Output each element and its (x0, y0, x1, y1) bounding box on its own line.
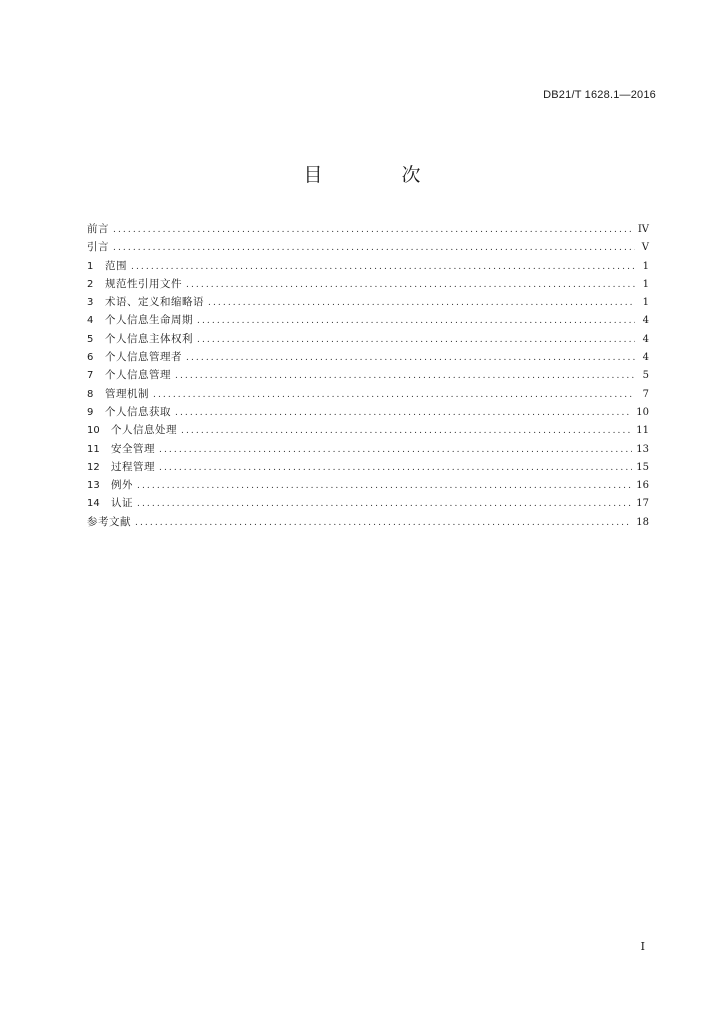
toc-leader-dots (137, 495, 632, 513)
toc-leader-dots (113, 221, 634, 239)
toc-leader-dots (186, 349, 635, 367)
toc-entry-page: 1 (642, 278, 649, 290)
document-code: DB21/T 1628.1—2016 (543, 89, 656, 101)
toc-title: 目 次 (303, 164, 451, 186)
toc-entry-label: 认证 (111, 497, 133, 510)
toc-leader-dots (197, 312, 635, 330)
toc-entry-page: 5 (642, 370, 649, 382)
toc-leader-dots (159, 441, 632, 459)
toc-entry-label: 个人信息主体权利 (105, 332, 193, 345)
toc-entry-number: 11 (87, 443, 100, 455)
toc-leader-dots (153, 386, 635, 404)
toc-entry-number: 1 (87, 260, 94, 272)
toc-leader-dots (197, 331, 635, 349)
toc-entry-foreword[interactable] (87, 220, 649, 238)
toc-leader-dots (208, 294, 635, 312)
toc-entry-number: 2 (87, 278, 94, 290)
toc-leader-dots (175, 404, 632, 422)
toc-entry-number: 10 (87, 425, 100, 437)
toc-entry-number: 9 (87, 406, 94, 418)
toc-entry-1[interactable] (87, 257, 649, 275)
toc-entry-13[interactable] (87, 476, 649, 494)
toc-entry-label: 参考文献 (87, 515, 131, 528)
toc-leader-dots (159, 459, 632, 477)
toc-entry-page: 4 (642, 315, 649, 327)
toc-entry-label: 安全管理 (111, 442, 155, 455)
toc-leader-dots (135, 514, 632, 532)
toc-entry-number: 13 (87, 480, 100, 492)
toc-entry-label: 个人信息管理 (105, 369, 171, 382)
toc-entry-page: IV (637, 224, 649, 235)
toc-entry-number: 5 (87, 333, 94, 345)
toc-entry-page: 7 (642, 388, 649, 400)
toc-leader-dots (113, 239, 635, 257)
toc-entry-page: 4 (642, 352, 649, 364)
toc-leader-dots (181, 422, 632, 440)
toc-entry-page: 11 (636, 425, 649, 437)
toc-leader-dots (186, 276, 635, 294)
toc-entry-page: 1 (642, 260, 649, 272)
toc-entry-page: 13 (636, 443, 649, 455)
toc-leader-dots (131, 258, 635, 276)
toc-entry-3[interactable] (87, 293, 649, 311)
toc-entry-5[interactable] (87, 330, 649, 348)
toc-entry-page: 10 (636, 406, 649, 418)
toc-leader-dots (137, 477, 632, 495)
toc-entry-number: 3 (87, 297, 94, 309)
toc-entry-number: 4 (87, 315, 94, 327)
toc-entry-14[interactable] (87, 494, 649, 512)
toc-entry-label: 过程管理 (111, 460, 155, 473)
toc-entry-label: 范围 (105, 259, 127, 272)
page-number: I (640, 940, 645, 953)
toc-entry-page: 1 (642, 297, 649, 309)
toc-entry-12[interactable] (87, 458, 649, 476)
toc-entry-page: 16 (636, 480, 649, 492)
toc-list (87, 220, 649, 531)
toc-entry-references[interactable] (87, 513, 649, 531)
toc-entry-introduction[interactable] (87, 238, 649, 256)
toc-entry-page: 15 (636, 461, 649, 473)
toc-entry-number: 14 (87, 498, 100, 510)
toc-entry-number: 8 (87, 388, 94, 400)
toc-entry-6[interactable] (87, 348, 649, 366)
toc-entry-label: 个人信息管理者 (105, 351, 182, 364)
toc-entry-9[interactable] (87, 403, 649, 421)
toc-entry-label: 术语、定义和缩略语 (105, 296, 204, 309)
toc-entry-8[interactable] (87, 385, 649, 403)
toc-entry-page: V (641, 242, 649, 254)
toc-entry-11[interactable] (87, 440, 649, 458)
toc-entry-label: 个人信息生命周期 (105, 314, 193, 327)
toc-entry-label: 个人信息处理 (111, 424, 177, 437)
toc-entry-7[interactable] (87, 366, 649, 384)
toc-entry-page: 17 (636, 498, 649, 510)
toc-entry-number: 6 (87, 352, 94, 364)
toc-entry-page: 18 (636, 516, 649, 528)
toc-entry-label: 前言 (87, 223, 109, 235)
toc-entry-label: 管理机制 (105, 387, 149, 400)
toc-entry-label: 个人信息获取 (105, 405, 171, 418)
toc-entry-label: 规范性引用文件 (105, 277, 182, 290)
toc-entry-number: 12 (87, 461, 100, 473)
toc-entry-label: 例外 (111, 479, 133, 492)
toc-entry-2[interactable] (87, 275, 649, 293)
toc-entry-page: 4 (642, 333, 649, 345)
toc-leader-dots (175, 367, 635, 385)
toc-entry-label: 引言 (87, 241, 109, 254)
toc-entry-number: 7 (87, 370, 94, 382)
toc-entry-10[interactable] (87, 421, 649, 439)
toc-entry-4[interactable] (87, 311, 649, 329)
